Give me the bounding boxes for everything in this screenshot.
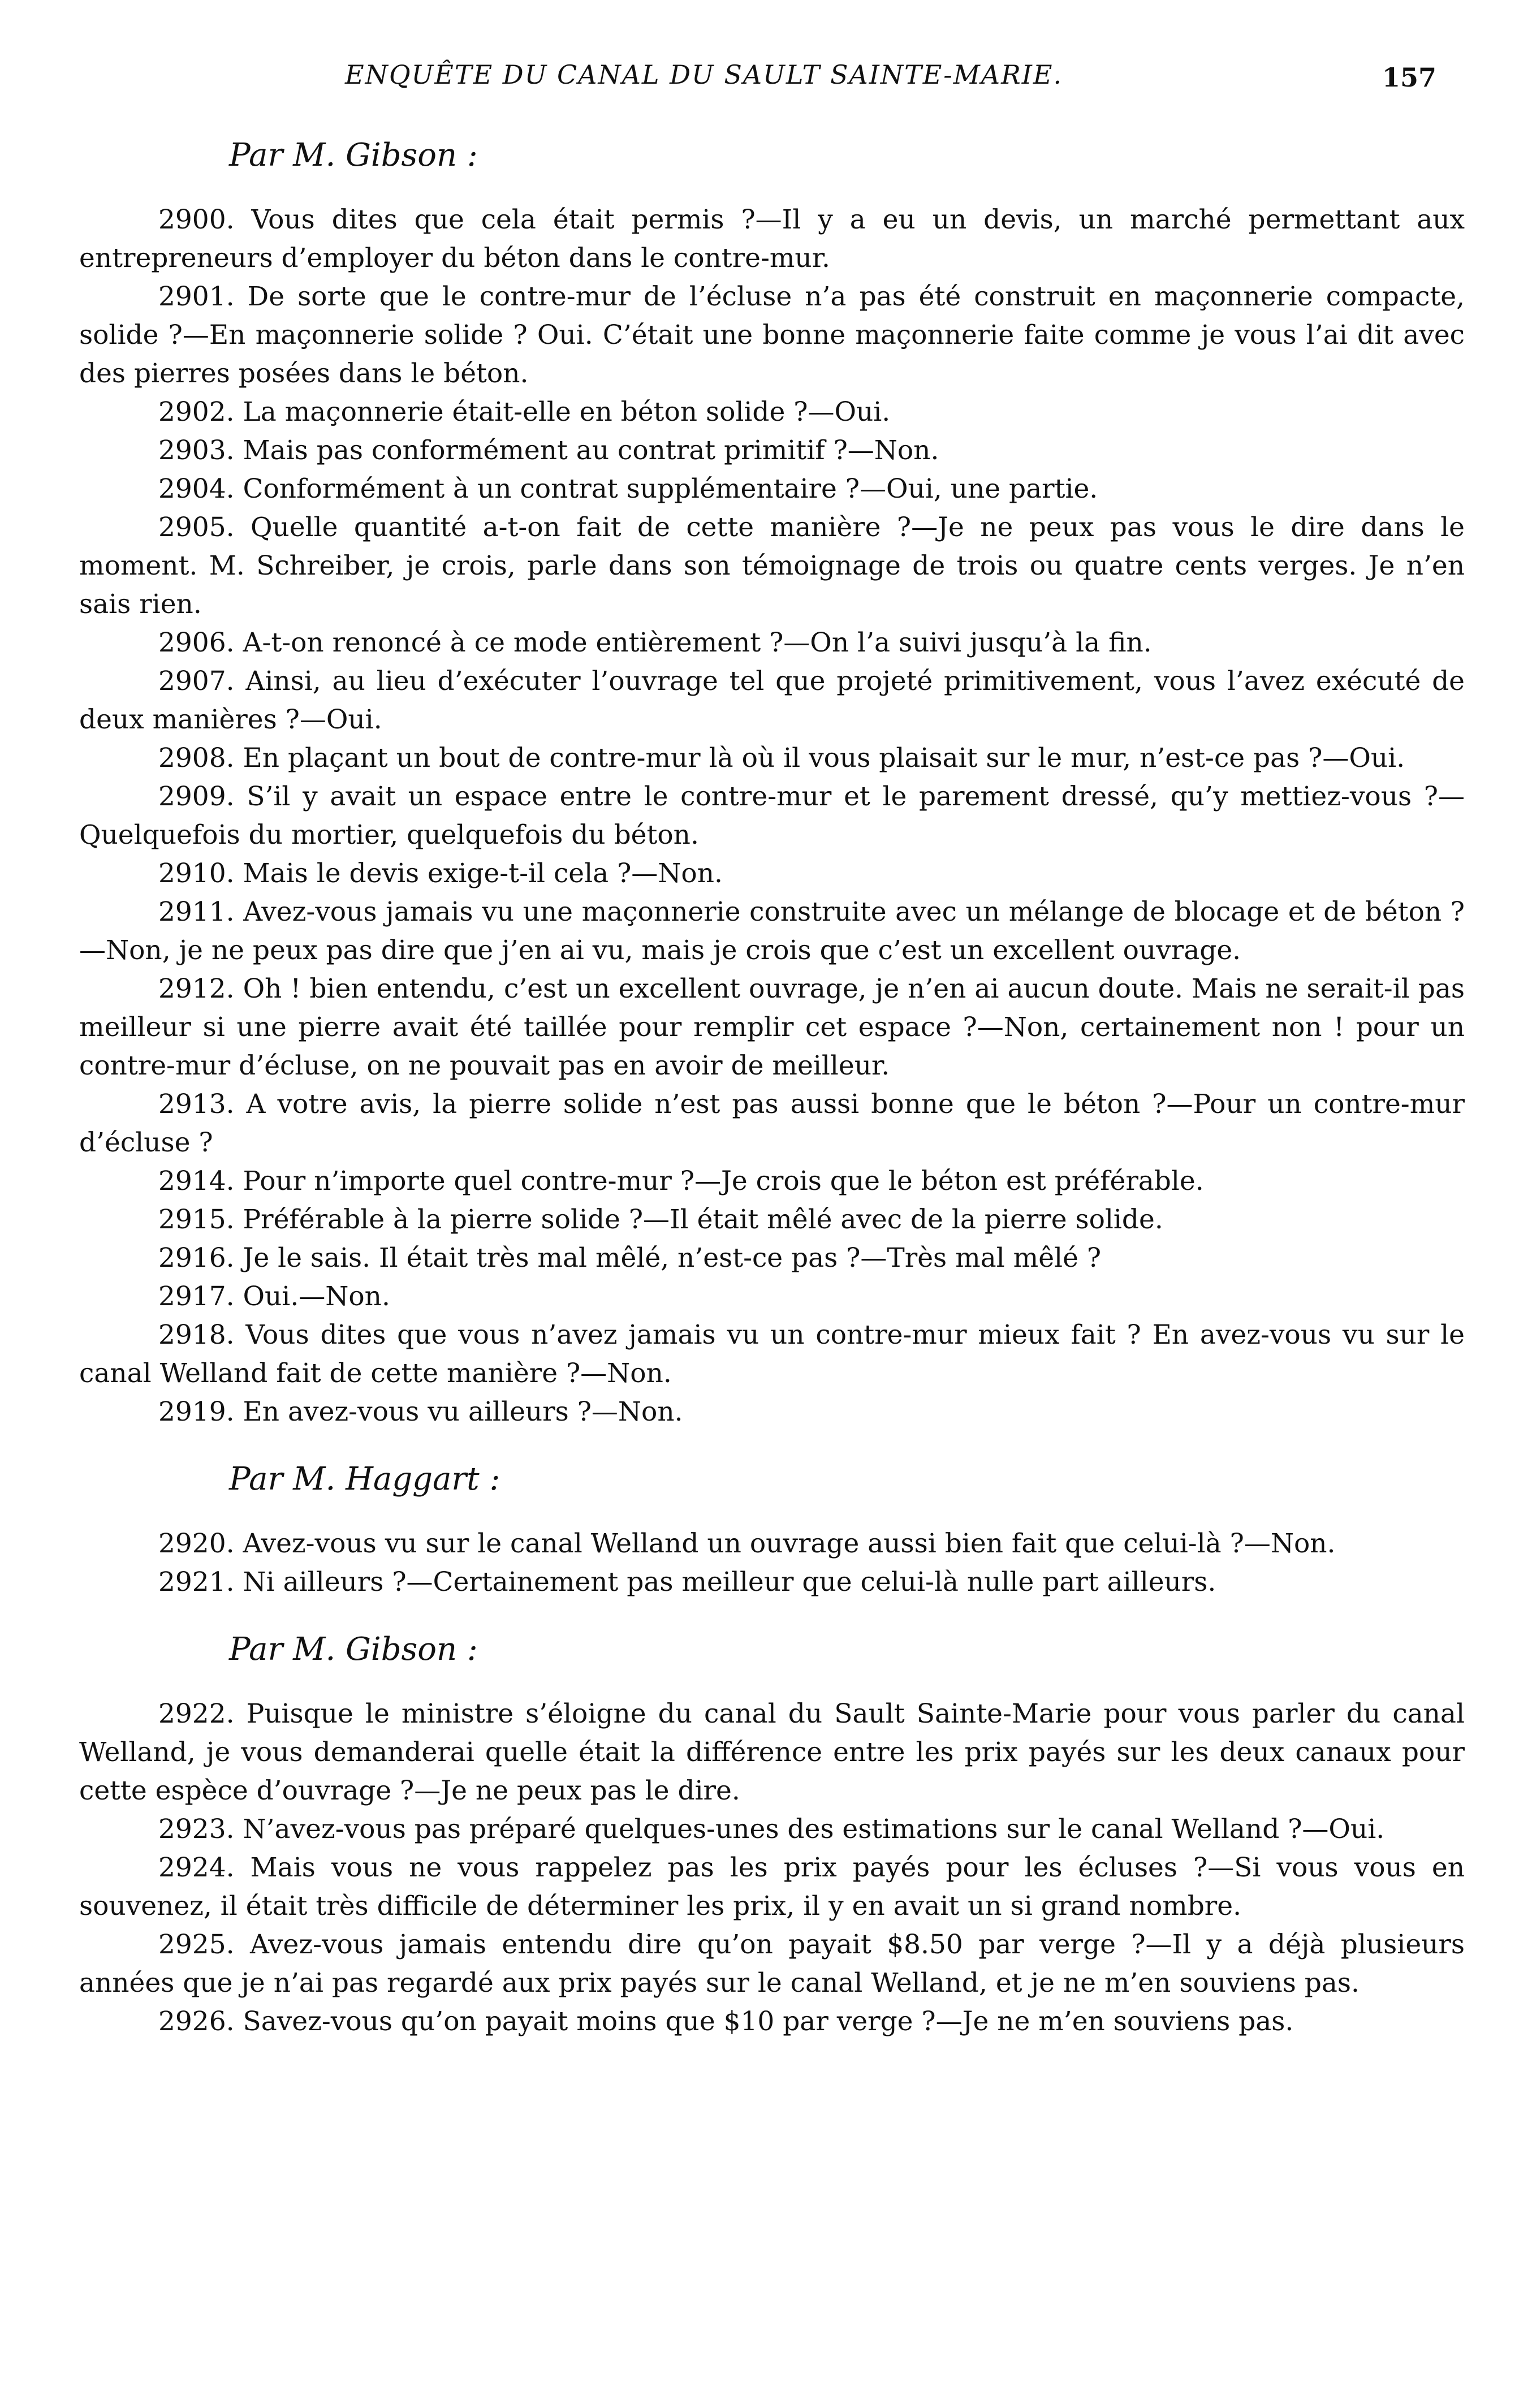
qa-entry: 2900. Vous dites que cela était permis ?—Il y a eu un devis, un marché permettant aux entrepreneurs d’employer du béton dans le contre-mur. [79, 204, 1465, 274]
speaker-heading: Par M. Gibson : [229, 1631, 478, 1668]
qa-entry: 2926. Savez-vous qu’on payait moins que $10 par verge ?—Je ne m’en souviens pas. [158, 2006, 1294, 2037]
qa-entry: 2921. Ni ailleurs ?—Certainement pas meilleur que celui-là nulle part ailleurs. [158, 1567, 1216, 1598]
speaker-heading: Par M. Gibson : [229, 137, 478, 174]
page-number: 157 [1382, 62, 1436, 93]
qa-entry: 2920. Avez-vous vu sur le canal Welland un ouvrage aussi bien fait que celui-là ?—Non. [158, 1528, 1336, 1559]
testimony-entries [79, 1525, 1465, 1602]
qa-entry: 2925. Avez-vous jamais entendu dire qu’on payait $8.50 par verge ?—Il y a déjà plusieurs années que je n’ai pas regardé aux prix payés sur le canal Welland, et je ne m’en souviens pas. [79, 1929, 1465, 1999]
testimony-section [79, 1460, 1465, 1602]
qa-entry: 2924. Mais vous ne vous rappelez pas les prix payés pour les écluses ?—Si vous vous en souvenez, il était très difficile de déterminer les prix, il y en avait un si grand nombre. [79, 1852, 1465, 1922]
document-page [79, 45, 1465, 2364]
running-title: ENQUÊTE DU CANAL DU SAULT SAINTE-MARIE. [345, 59, 1063, 90]
qa-entry: 2902. La maçonnerie était-elle en béton solide ?—Oui. [158, 396, 891, 428]
qa-entry: 2919. En avez-vous vu ailleurs ?—Non. [158, 1396, 683, 1427]
testimony-entries [79, 201, 1465, 1431]
qa-entry: 2909. S’il y avait un espace entre le contre-mur et le parement dressé, qu’y mettiez-vous ?—Quelquefois du mortier, quelquefois du béton. [79, 781, 1465, 851]
testimony-entries [79, 1695, 1465, 2041]
qa-entry: 2907. Ainsi, au lieu d’exécuter l’ouvrage tel que projeté primitivement, vous l’avez exécuté de deux manières ?—Oui. [79, 666, 1465, 735]
qa-entry: 2911. Avez-vous jamais vu une maçonnerie construite avec un mélange de blocage et de béton ?—Non, je ne peux pas dire que j’en ai vu, mais je crois que c’est un excellent ouvrage. [79, 896, 1465, 966]
qa-entry: 2912. Oh ! bien entendu, c’est un excellent ouvrage, je n’en ai aucun doute. Mais ne serait-il pas meilleur si une pierre avait été taillée pour remplir cet espace ?—Non, certainement non ! pour un contre-mur d’écluse, on ne pouvait pas en avoir de meilleur. [79, 973, 1465, 1081]
qa-entry: 2922. Puisque le ministre s’éloigne du canal du Sault Sainte-Marie pour vous parler du canal Welland, je vous demanderai quelle était la différence entre les prix payés sur les deux canaux pour cette espèce d’ouvrage ?—Je ne peux pas le dire. [79, 1698, 1465, 1806]
qa-entry: 2915. Préférable à la pierre solide ?—Il était mêlé avec de la pierre solide. [158, 1204, 1163, 1235]
qa-entry: 2913. A votre avis, la pierre solide n’est pas aussi bonne que le béton ?—Pour un contre-mur d’écluse ? [79, 1089, 1465, 1158]
qa-entry: 2914. Pour n’importe quel contre-mur ?—Je crois que le béton est préférable. [158, 1166, 1204, 1197]
qa-entry: 2916. Je le sais. Il était très mal mêlé, n’est-ce pas ?—Très mal mêlé ? [158, 1242, 1102, 1274]
qa-entry: 2904. Conformément à un contrat supplémentaire ?—Oui, une partie. [158, 473, 1098, 504]
testimony-section [79, 136, 1465, 1431]
qa-entry: 2906. A-t-on renoncé à ce mode entièrement ?—On l’a suivi jusqu’à la fin. [158, 627, 1152, 658]
qa-entry: 2917. Oui.—Non. [158, 1281, 390, 1312]
running-head [79, 45, 1465, 107]
speaker-heading: Par M. Haggart : [229, 1461, 500, 1498]
qa-entry: 2901. De sorte que le contre-mur de l’écluse n’a pas été construit en maçonnerie compacte, solide ?—En maçonnerie solide ? Oui. C’était une bonne maçonnerie faite comme je vous l’ai dit avec des pierres posées dans le béton. [79, 281, 1465, 389]
testimony-section [79, 1630, 1465, 2041]
qa-entry: 2908. En plaçant un bout de contre-mur là où il vous plaisait sur le mur, n’est-ce pas ?—Oui. [158, 743, 1405, 774]
qa-entry: 2910. Mais le devis exige-t-il cela ?—Non. [158, 858, 723, 889]
qa-entry: 2923. N’avez-vous pas préparé quelques-unes des estimations sur le canal Welland ?—Oui. [158, 1814, 1385, 1845]
qa-entry: 2918. Vous dites que vous n’avez jamais vu un contre-mur mieux fait ? En avez-vous vu sur le canal Welland fait de cette manière ?—Non. [79, 1319, 1465, 1389]
qa-entry: 2903. Mais pas conformément au contrat primitif ?—Non. [158, 435, 939, 466]
qa-entry: 2905. Quelle quantité a-t-on fait de cette manière ?—Je ne peux pas vous le dire dans le moment. M. Schreiber, je crois, parle dans son témoignage de trois ou quatre cents verges. Je n’en sais rien. [79, 512, 1465, 620]
